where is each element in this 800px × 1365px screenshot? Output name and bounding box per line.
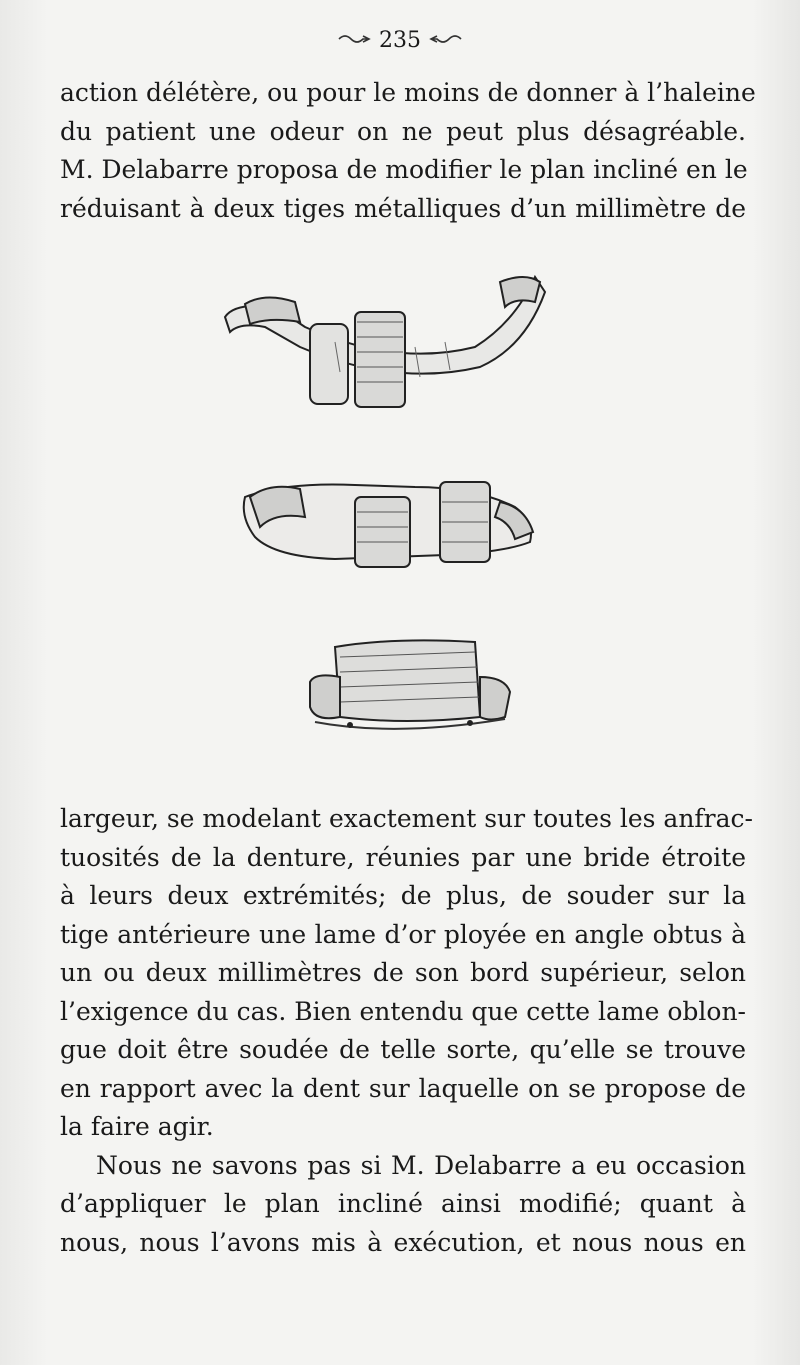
right-ornament-icon [429, 30, 463, 51]
text-line: Nous ne savons pas si M. Delabarre a eu occasion [96, 1150, 746, 1180]
text-line: d’appliquer le plan incliné ainsi modifié; quant à [60, 1189, 746, 1218]
page-number: 235 [379, 28, 421, 53]
text-line: tuosités de la denture, réunies par une bride étroite [60, 842, 746, 872]
text-line: gue doit être soudée de telle sorte, qu’elle se trouve [60, 1035, 746, 1064]
text-line: la faire agir. [60, 1112, 214, 1141]
appliance-illustration [215, 262, 560, 762]
top-paragraph [60, 74, 756, 228]
text-line: un ou deux millimètres de son bord supérieur, selon [60, 958, 746, 987]
text-line: nous, nous l’avons mis à exécution, et nous nous en [60, 1227, 746, 1257]
text-line: l’exigence du cas. Bien entendu que cette lame oblon- [60, 996, 746, 1026]
upper-appliance-figure [225, 277, 545, 407]
text-line: en rapport avec la dent sur laquelle on se propose de [60, 1073, 746, 1103]
middle-appliance-figure [244, 482, 533, 567]
lower-appliance-figure [310, 640, 510, 728]
bottom-paragraphs [60, 800, 753, 1262]
page-header [0, 28, 800, 53]
text-line: action délétère, ou pour le moins de donner à l’haleine [60, 78, 756, 107]
text-line: tige antérieure une lame d’or ployée en angle obtus à [60, 919, 746, 949]
left-ornament-icon [337, 30, 371, 51]
text-line: M. Delabarre proposa de modifier le plan incliné en le [60, 155, 748, 184]
text-line: du patient une odeur on ne peut plus désagréable. [60, 116, 746, 146]
text-line: largeur, se modelant exactement sur toutes les anfrac- [60, 804, 753, 833]
text-line: à leurs deux extrémités; de plus, de souder sur la [60, 881, 746, 910]
dental-appliance-icon [215, 262, 560, 762]
text-line: réduisant à deux tiges métalliques d’un millimètre de [60, 193, 746, 223]
